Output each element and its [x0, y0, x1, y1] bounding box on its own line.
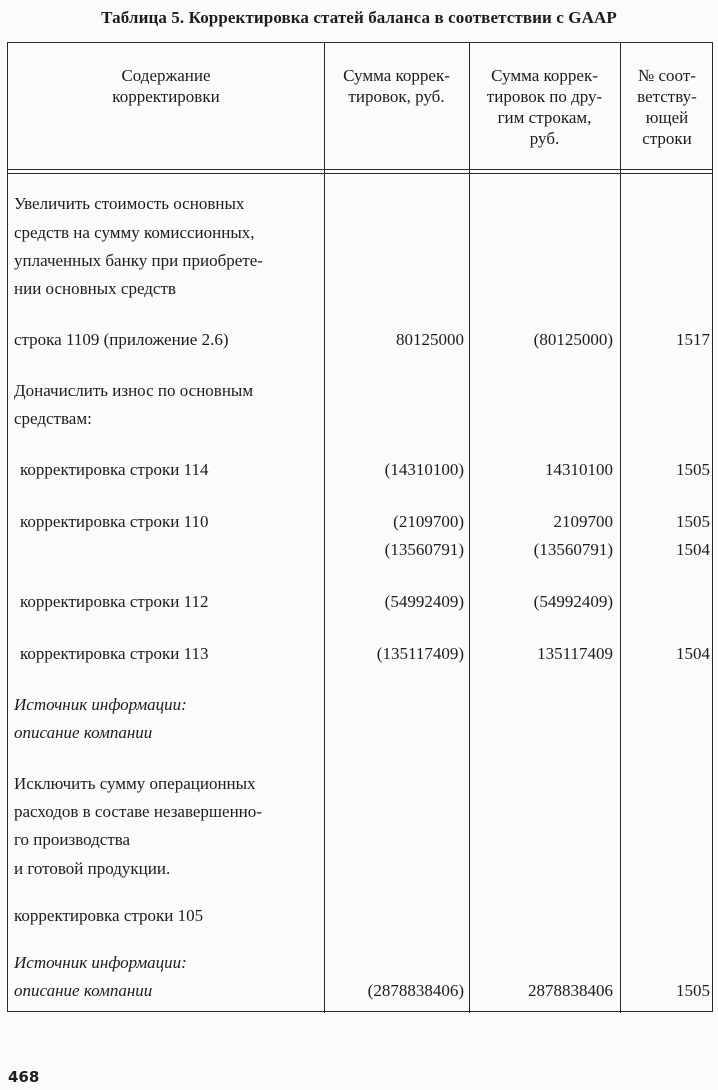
cell-line: 1504 — [676, 540, 710, 559]
source-note: описание компании — [14, 981, 153, 1000]
row-text: Доначислить износ по основным — [14, 381, 254, 400]
row-text: Исключить сумму операционных — [14, 774, 256, 793]
cell-other-sum: 2109700 — [553, 512, 613, 531]
cell-sum: (135117409) — [376, 644, 464, 663]
cell-sum: (13560791) — [384, 540, 464, 559]
cell-other-sum: (54992409) — [533, 592, 613, 611]
row-text: и готовой продукции. — [14, 859, 171, 878]
cell-other-sum: 14310100 — [545, 460, 613, 479]
cell-sum: (2878838406) — [367, 981, 464, 1000]
row-text: нии основных средств — [14, 279, 176, 298]
cell-other-sum: 135117409 — [537, 644, 613, 663]
row-text: го производства — [14, 830, 131, 849]
cell-sum: (2109700) — [393, 512, 464, 531]
cell-other-sum: (13560791) — [533, 540, 613, 559]
source-note: Источник информации: — [14, 695, 187, 714]
row-label: корректировка строки 110 — [20, 512, 209, 531]
cell-other-sum: 2878838406 — [528, 981, 613, 1000]
source-note: Источник информации: — [14, 953, 187, 972]
cell-sum: (14310100) — [384, 460, 464, 479]
row-text: средствам: — [14, 409, 92, 428]
row-label: корректировка строки 113 — [20, 644, 209, 663]
header-sum: Сумма коррек- тировок, руб. — [343, 66, 450, 106]
cell-sum: (54992409) — [384, 592, 464, 611]
header-other-sum: Сумма коррек- тировок по дру- гим строкам, руб. — [486, 66, 603, 148]
cell-line: 1505 — [676, 460, 710, 479]
page-number: 468 — [8, 1068, 40, 1086]
header-content: Содержание корректировки — [112, 66, 220, 106]
cell-line: 1505 — [676, 512, 710, 531]
row-label: корректировка строки 105 — [14, 906, 204, 925]
source-note: описание компании — [14, 723, 153, 742]
header-divider — [8, 169, 712, 170]
row-text: средств на сумму комиссионных, — [14, 223, 255, 242]
header-divider — [8, 173, 712, 174]
cell-other-sum: (80125000) — [533, 330, 613, 349]
row-text: уплаченных банку при приобрете- — [14, 251, 263, 270]
cell-line: 1517 — [676, 330, 710, 349]
cell-sum: 80125000 — [396, 330, 464, 349]
row-text: расходов в составе незавершенно- — [14, 802, 262, 821]
header-line-number: № соот- ветству- ющей строки — [637, 66, 697, 148]
row-label: корректировка строки 114 — [20, 460, 209, 479]
table-title: Таблица 5. Корректировка статей баланса в соответствии с GAAP — [101, 8, 617, 27]
row-text: Увеличить стоимость основных — [14, 194, 245, 213]
cell-line: 1505 — [676, 981, 710, 1000]
row-label: корректировка строки 112 — [20, 592, 209, 611]
row-label: строка 1109 (приложение 2.6) — [14, 330, 229, 349]
cell-line: 1504 — [676, 644, 710, 663]
adjustments-table — [7, 42, 713, 1012]
